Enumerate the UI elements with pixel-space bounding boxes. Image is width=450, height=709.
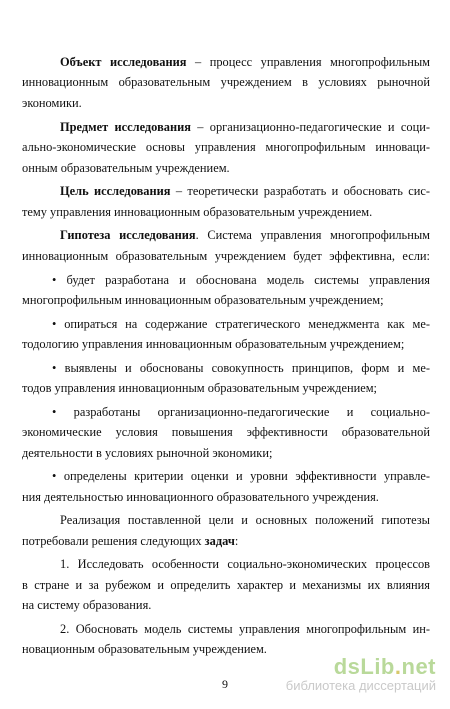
text-line xyxy=(22,489,430,505)
text-line xyxy=(52,404,430,420)
line-text: – теоретически разработать и обосновать сис- xyxy=(170,184,430,198)
line-text: • выявлены и обоснованы совокупность принципов, форм и ме- xyxy=(52,361,430,375)
line-text: тодологию управления инновационным образовательным учреждением; xyxy=(22,337,405,351)
text-line xyxy=(22,160,430,176)
bold-term: Объект исследования xyxy=(60,55,187,69)
line-text: 2. Обосновать модель системы управления многопрофильным ин- xyxy=(60,622,430,636)
line-text: тему управления инновационным образовательным учреждением. xyxy=(22,205,373,219)
line-text: новационным образовательным учреждением. xyxy=(22,642,267,656)
line-text: экономики. xyxy=(22,96,82,110)
text-line xyxy=(22,95,430,111)
page-number: 9 xyxy=(222,677,228,691)
watermark-logo: dsLib.net xyxy=(333,654,436,679)
text-line xyxy=(22,204,430,220)
text-line xyxy=(22,445,430,461)
text-line xyxy=(22,139,430,155)
text-line xyxy=(22,248,430,264)
line-text: • определены критерии оценки и уровни эффективности управле- xyxy=(52,469,430,483)
text-line xyxy=(60,556,430,572)
line-text: на систему образования. xyxy=(22,598,152,612)
line-text: • опираться на содержание стратегического менеджмента как ме- xyxy=(52,317,430,331)
line-text: – организационно-педагогические и соци- xyxy=(190,120,430,134)
text-line xyxy=(60,227,430,243)
bold-term: Гипотеза исследования xyxy=(60,228,196,242)
text-line xyxy=(60,183,430,199)
line-text: • будет разработана и обоснована модель системы управления xyxy=(52,273,430,287)
text-line xyxy=(22,336,430,352)
line-text: потребовали решения следующих xyxy=(22,534,205,548)
line-text: . Система управления многопрофильным xyxy=(195,228,431,242)
text-line xyxy=(52,360,430,376)
text-line xyxy=(22,380,430,396)
text-line xyxy=(52,316,430,332)
line-text: тодов управления инновационным образовательным учреждением; xyxy=(22,381,377,395)
line-text: многопрофильным инновационным образовательным учреждением; xyxy=(22,293,384,307)
text-line xyxy=(22,424,430,440)
text-line xyxy=(52,468,430,484)
watermark-subtitle: библиотека диссертаций xyxy=(285,678,436,693)
text-line xyxy=(60,621,430,637)
line-text: – процесс управления многопрофильным xyxy=(186,55,430,69)
line-text: 1. Исследовать особенности социально-экономических процессов xyxy=(60,557,430,571)
line-text: : xyxy=(234,534,239,548)
line-text: инновационным образовательным учреждением в условиях рыночной xyxy=(22,75,430,89)
line-text: инновационным образовательным учреждением будет эффективна, если: xyxy=(22,249,430,263)
line-text: Реализация поставленной цели и основных положений гипотезы xyxy=(60,513,430,527)
bold-term: Цель исследования xyxy=(60,184,171,198)
text-line xyxy=(22,533,430,549)
text-line xyxy=(22,292,430,308)
line-text: ально-экономические основы управления многопрофильным инноваци- xyxy=(22,140,430,154)
text-line xyxy=(60,512,430,528)
text-line xyxy=(52,272,430,288)
line-text: • разработаны организационно-педагогические и социально- xyxy=(52,405,430,419)
line-text: экономические условия повышения эффективности образовательной xyxy=(22,425,430,439)
bold-term: Предмет исследования xyxy=(60,120,191,134)
text-line xyxy=(22,577,430,593)
text-line xyxy=(22,74,430,90)
line-text: онным образовательным учреждением. xyxy=(22,161,230,175)
line-text: в стране и за рубежом и определить характер и механизмы их влияния xyxy=(22,578,430,592)
bold-term: задач xyxy=(204,534,235,548)
line-text: ния деятельностью инновационного образовательного учреждения. xyxy=(22,490,379,504)
line-text: деятельности в условиях рыночной экономики; xyxy=(22,446,273,460)
text-line xyxy=(22,597,430,613)
watermark xyxy=(286,654,436,693)
text-line xyxy=(60,54,430,70)
text-line xyxy=(60,119,430,135)
